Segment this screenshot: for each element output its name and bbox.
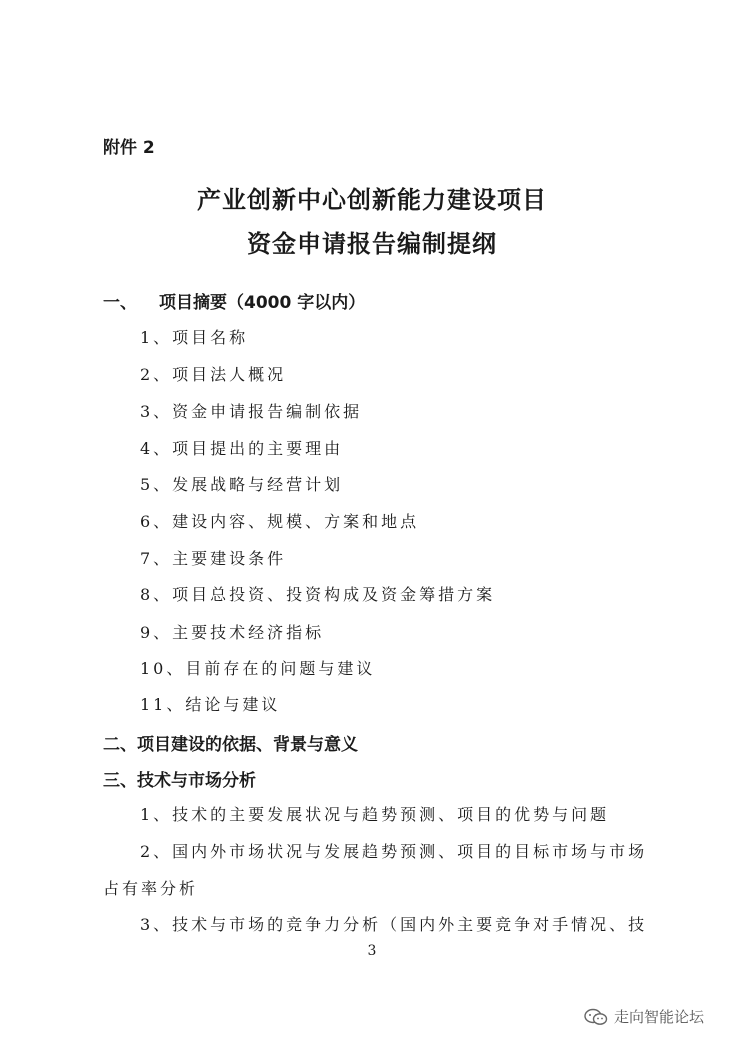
section1-item: 6、建设内容、规模、方案和地点 (140, 512, 420, 531)
section3-item: 3、技术与市场的竞争力分析（国内外主要竞争对手情况、技 (140, 915, 648, 934)
section1-title: 项目摘要（4000 字以内） (159, 293, 366, 313)
wechat-icon (584, 1008, 608, 1026)
section3-item: 1、技术的主要发展状况与趋势预测、项目的优势与问题 (140, 805, 610, 824)
section1-item: 8、项目总投资、投资构成及资金筹措方案 (140, 585, 496, 604)
section1-item: 11、结论与建议 (140, 695, 281, 714)
document-title-line2: 资金申请报告编制提纲 (247, 230, 497, 258)
section1-item: 3、资金申请报告编制依据 (140, 402, 363, 421)
section1-item: 5、发展战略与经营计划 (140, 475, 344, 494)
section1-item: 10、目前存在的问题与建议 (140, 659, 376, 678)
section2-heading: 二、项目建设的依据、背景与意义 (103, 735, 358, 755)
attachment-label: 附件 2 (103, 138, 155, 158)
section1-item: 7、主要建设条件 (140, 549, 287, 568)
section1-item: 4、项目提出的主要理由 (140, 439, 344, 458)
document-title-line1: 产业创新中心创新能力建设项目 (197, 186, 547, 214)
section3-heading: 三、技术与市场分析 (103, 771, 256, 791)
section1-number: 一、 (103, 293, 137, 313)
watermark-text: 走向智能论坛 (614, 1008, 705, 1026)
section3-item: 2、国内外市场状况与发展趋势预测、项目的目标市场与市场 (140, 842, 648, 861)
section1-item: 9、主要技术经济指标 (140, 623, 325, 642)
section1-item: 2、项目法人概况 (140, 365, 287, 384)
page-number: 3 (367, 943, 377, 959)
section1-item: 1、项目名称 (140, 328, 249, 347)
watermark (584, 1006, 704, 1027)
section3-item-continuation: 占有率分析 (103, 879, 199, 898)
section1-heading (103, 288, 365, 313)
